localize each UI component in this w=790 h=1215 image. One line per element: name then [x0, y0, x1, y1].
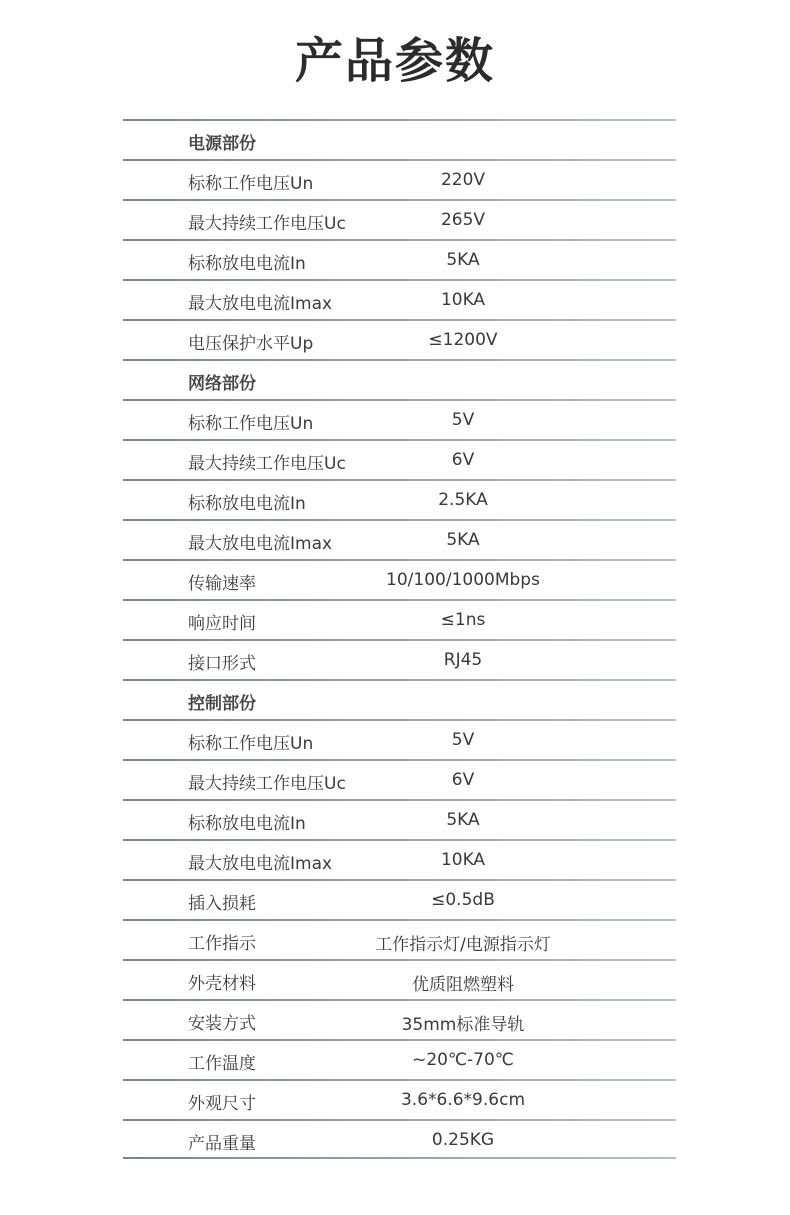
param-value: 5KA [446, 810, 480, 830]
table-row [123, 839, 676, 879]
table-row [123, 1119, 676, 1159]
param-label: 标称工作电压Un [188, 734, 314, 754]
table-row [123, 399, 676, 439]
param-value: 10KA [440, 850, 486, 870]
param-value: 6V [451, 450, 475, 470]
table-row [123, 999, 676, 1039]
param-value: 10/100/1000Mbps [386, 570, 540, 590]
param-label: 外观尺寸 [188, 1094, 256, 1114]
param-value: ~20℃-70℃ [412, 1050, 514, 1070]
param-value: ≤0.5dB [431, 890, 495, 910]
param-value: 6V [451, 770, 475, 790]
section-header-row [123, 679, 676, 719]
param-label: 最大持续工作电压Uc [188, 774, 346, 794]
param-value: 2.5KA [438, 490, 488, 510]
table-row [123, 639, 676, 679]
param-value: 35mm标准导轨 [401, 1015, 525, 1035]
param-label: 标称工作电压Un [188, 174, 314, 194]
param-label: 工作温度 [188, 1054, 256, 1074]
param-label: 最大持续工作电压Uc [188, 454, 346, 474]
param-label: 最大持续工作电压Uc [188, 214, 346, 234]
table-row [123, 239, 676, 279]
param-label: 接口形式 [188, 654, 256, 674]
table-row [123, 919, 676, 959]
param-value: 5V [451, 730, 475, 750]
param-label: 标称放电电流In [188, 254, 306, 274]
section-header-row [123, 119, 676, 159]
param-label: 安装方式 [188, 1014, 256, 1034]
param-label: 最大放电电流Imax [188, 294, 333, 314]
section-title: 控制部份 [188, 694, 256, 714]
param-label: 电压保护水平Up [188, 334, 314, 354]
table-row [123, 159, 676, 199]
table-row [123, 519, 676, 559]
param-label: 最大放电电流Imax [188, 534, 333, 554]
param-label: 标称放电电流In [188, 494, 306, 514]
table-row [123, 319, 676, 359]
section-header-row [123, 359, 676, 399]
param-label: 标称工作电压Un [188, 414, 314, 434]
param-value: 10KA [440, 290, 486, 310]
table-row [123, 719, 676, 759]
param-label: 最大放电电流Imax [188, 854, 333, 874]
table-row [123, 279, 676, 319]
table-row [123, 759, 676, 799]
table-row [123, 479, 676, 519]
param-value: 0.25KG [431, 1130, 495, 1150]
param-label: 插入损耗 [188, 894, 256, 914]
param-value: 5KA [446, 530, 480, 550]
param-value: 工作指示灯/电源指示灯 [375, 935, 551, 955]
spec-table [123, 119, 676, 1159]
table-row [123, 599, 676, 639]
param-value: 5KA [446, 250, 480, 270]
table-row [123, 879, 676, 919]
table-row [123, 799, 676, 839]
param-value: RJ45 [443, 650, 483, 670]
table-row [123, 1039, 676, 1079]
param-value: 优质阻燃塑料 [412, 975, 514, 995]
param-value: 220V [440, 170, 486, 190]
param-label: 标称放电电流In [188, 814, 306, 834]
table-row [123, 199, 676, 239]
param-label: 响应时间 [188, 614, 256, 634]
param-value: 5V [451, 410, 475, 430]
param-label: 产品重量 [188, 1134, 256, 1154]
section-title: 电源部份 [188, 134, 256, 154]
table-row [123, 1079, 676, 1119]
param-label: 传输速率 [188, 574, 256, 594]
table-row [123, 959, 676, 999]
param-value: 265V [440, 210, 486, 230]
param-label: 外壳材料 [188, 974, 256, 994]
section-title: 网络部份 [188, 374, 256, 394]
param-label: 工作指示 [188, 934, 256, 954]
param-value: ≤1ns [440, 610, 486, 630]
param-value: 3.6*6.6*9.6cm [400, 1090, 525, 1110]
page-title: 产品参数 [294, 33, 495, 89]
param-value: ≤1200V [428, 330, 498, 350]
table-row [123, 559, 676, 599]
table-row [123, 439, 676, 479]
